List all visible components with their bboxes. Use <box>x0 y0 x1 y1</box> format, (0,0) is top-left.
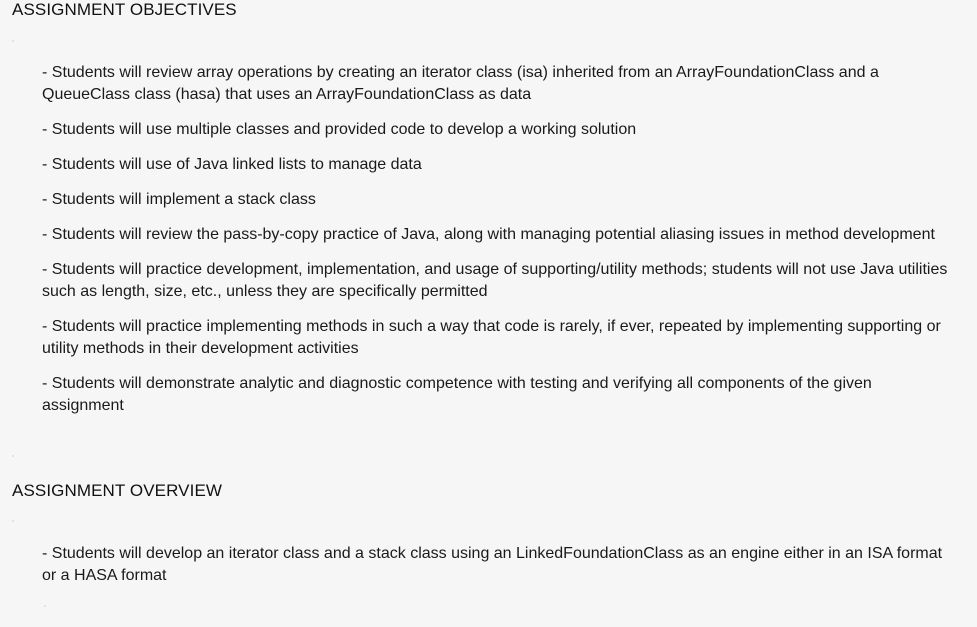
objective-item-6: - Students will practice development, implementation, and usage of supporting/utility methods; students will not use Java utilities such as length, size, etc., unless they are specifically permitted <box>42 261 948 300</box>
overview-item-1: - Students will develop an iterator class and a stack class using an LinkedFoundationClass as an engine either in an ISA format or a HASA format <box>42 545 943 584</box>
empty-bullet-marker <box>12 455 14 457</box>
objective-item-8: - Students will demonstrate analytic and diagnostic competence with testing and verifying all components of the given assignment <box>42 375 872 414</box>
empty-bullet-marker <box>44 605 46 607</box>
empty-bullet-marker <box>12 520 14 522</box>
overview-list <box>42 543 957 600</box>
overview-heading: ASSIGNMENT OVERVIEW <box>12 481 223 500</box>
empty-bullet-marker <box>12 40 14 42</box>
objectives-list <box>42 62 957 430</box>
objective-item-2: - Students will use multiple classes and provided code to develop a working solution <box>42 121 637 138</box>
objective-item-7: - Students will practice implementing methods in such a way that code is rarely, if ever, repeated by implementing supporting or utility methods in their development activities <box>42 318 941 357</box>
objective-item-3: - Students will use of Java linked lists to manage data <box>42 156 422 173</box>
objective-item-1: - Students will review array operations by creating an iterator class (isa) inherited from an ArrayFoundationClass and a QueueClass class (hasa) that uses an ArrayFoundationClass as data <box>42 64 879 103</box>
objectives-heading: ASSIGNMENT OBJECTIVES <box>12 0 237 19</box>
objective-item-5: - Students will review the pass-by-copy practice of Java, along with managing potential aliasing issues in method development <box>42 226 935 243</box>
objective-item-4: - Students will implement a stack class <box>42 191 316 208</box>
